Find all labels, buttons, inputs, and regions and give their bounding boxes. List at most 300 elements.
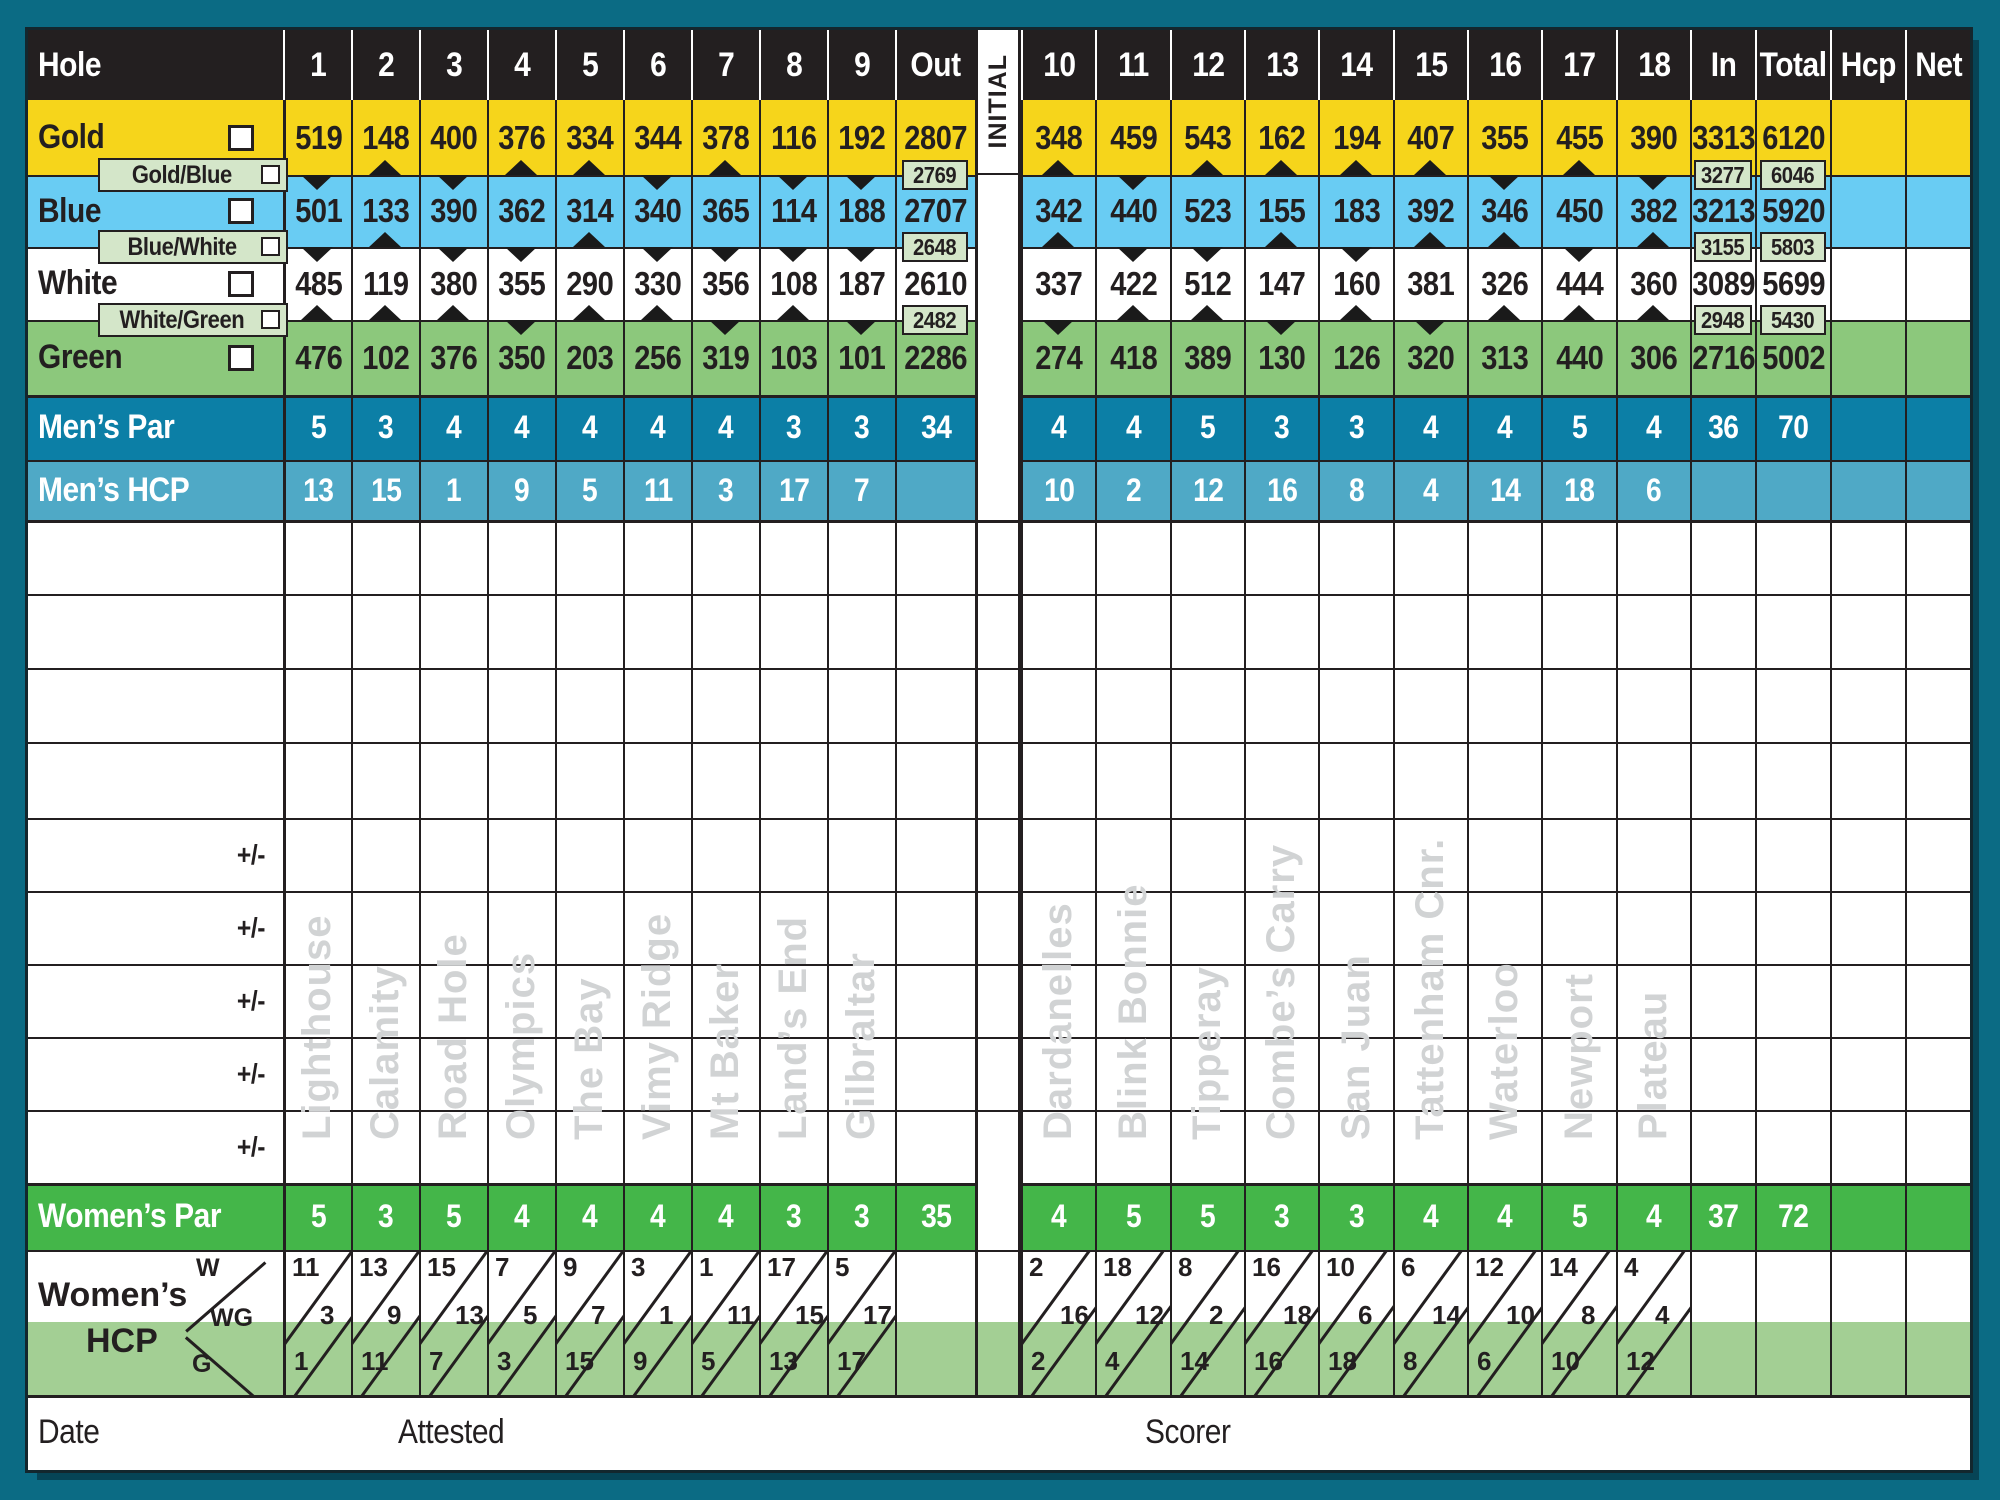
mens-par-hole-14-text: 3 [1348,409,1365,445]
tee-white-hcp-entry[interactable] [1830,247,1905,320]
score-row-3-h14-cell[interactable] [1318,668,1393,742]
combo-in-value: 3277 [1701,161,1745,188]
score-row-1-h4-cell[interactable] [487,520,555,594]
score-row-6-h14-cell[interactable] [1318,891,1393,964]
tee-checkbox-white[interactable] [228,271,254,297]
header-hole-16 [1467,30,1541,100]
score-row-3-h10-cell[interactable] [1021,668,1095,742]
mens-hcp-hole-1 [283,460,351,520]
tee-blue-out-yardage-text: 2707 [904,192,968,229]
score-row-2-in-cell[interactable] [1690,594,1755,668]
tee-marker-down-boundary2-hole8 [777,247,809,262]
score-row-2-h1-cell[interactable] [283,594,351,668]
score-row-1-h18-cell[interactable] [1616,520,1690,594]
mens-par-in [1690,395,1755,460]
footer-attested-entry[interactable] [548,1395,1128,1470]
mens-par-hole-3-text: 4 [446,409,462,445]
tee-white-hole-7-yardage-text: 356 [702,264,750,302]
tee-checkbox-gold[interactable] [228,125,254,151]
score-row-1-h16-cell[interactable] [1467,520,1541,594]
score-row-1-h15-cell[interactable] [1393,520,1467,594]
mens-par-hole-10 [1021,395,1095,460]
score-row-4-h12-cell[interactable] [1170,742,1244,818]
initial-column-cell-mpar[interactable] [975,395,1021,460]
tee-blue-hole-4-yardage [487,175,555,247]
womens-hcp-hole-16-W: 12 [1475,1252,1504,1282]
womens-par-hole-13-text: 3 [1274,1198,1290,1234]
mens-par-hole-9-text: 3 [854,409,870,445]
tee-marker-down-boundary3-hole13 [1265,320,1297,335]
womens-par-hole-2-text: 3 [378,1198,394,1234]
score-row-6-out-cell[interactable] [895,891,975,964]
womens-par-total [1755,1183,1830,1250]
womens-par-hole-16 [1467,1183,1541,1250]
mens-par-label-text: Men’s Par [38,408,175,446]
header-hole-4-text: 4 [513,45,531,84]
tee-gold-hole-15-yardage-text: 407 [1407,118,1455,156]
tee-marker-down-boundary1-hole9 [845,175,877,190]
score-row-4-hcp-cell[interactable] [1830,742,1905,818]
score-row-2-h14-cell[interactable] [1318,594,1393,668]
score-row-4-h7-cell[interactable] [691,742,759,818]
score-row-2-h15-cell[interactable] [1393,594,1467,668]
score-row-8-hcp-cell[interactable] [1830,1037,1905,1110]
score-row-1-out-cell[interactable] [895,520,975,594]
score-row-6-h5-cell[interactable] [555,891,623,964]
combo-in-value-box-2 [1694,232,1752,262]
tee-marker-down-boundary2-hole17 [1563,247,1595,262]
womens-hcp-hole-15-G: 8 [1403,1346,1418,1376]
score-row-1-h11-cell[interactable] [1095,520,1170,594]
tee-green-hcp-entry[interactable] [1830,320,1905,395]
mens-par-hole-7 [691,395,759,460]
tee-marker-up-boundary1-hole13 [1265,160,1297,175]
score-row-2-h2-cell[interactable] [351,594,419,668]
score-row-4-h16-cell[interactable] [1467,742,1541,818]
score-row-3-hcp-cell[interactable] [1830,668,1905,742]
score-row-4-h17-cell[interactable] [1541,742,1616,818]
score-row-4-total-cell[interactable] [1755,742,1830,818]
score-row-4-h15-cell[interactable] [1393,742,1467,818]
initial-column-cell-green[interactable] [975,320,1021,395]
tee-white-hole-2-yardage-text: 119 [363,264,409,302]
tee-gold-net-entry[interactable] [1905,100,1970,175]
score-row-2-h11-cell[interactable] [1095,594,1170,668]
combo-tee-checkbox-3[interactable] [261,310,280,329]
womens-hcp-hole-14-WG: 6 [1358,1300,1373,1330]
score-row-1-h12-cell[interactable] [1170,520,1244,594]
score-row-2-h16-cell[interactable] [1467,594,1541,668]
tee-marker-down-boundary2-hole1 [301,247,333,262]
combo-tee-checkbox-1[interactable] [261,165,280,184]
hole-name-9: Gilbraltar [839,952,883,1140]
score-row-5-h8-cell[interactable] [759,818,827,891]
womens-par-hole-5-text: 4 [582,1198,598,1234]
mens-hcp-hole-8-text: 17 [778,471,810,508]
tee-green-hole-12-yardage-text: 389 [1184,338,1232,376]
mens-par-hole-12 [1170,395,1244,460]
tee-marker-up-boundary1-hole17 [1563,160,1595,175]
score-row-6-h16-cell[interactable] [1467,891,1541,964]
score-row-1-initial-cell[interactable] [975,520,1021,594]
tee-marker-up-boundary3-hole5 [573,305,605,320]
score-row-2-h7-cell[interactable] [691,594,759,668]
score-row-3-h11-cell[interactable] [1095,668,1170,742]
mens-hcp-hole-6-text: 11 [643,471,673,508]
score-row-5-h11-cell[interactable] [1095,818,1170,891]
womens-par-hole-17-text: 5 [1571,1198,1588,1234]
initial-column-cell-blue[interactable] [975,175,1021,247]
score-row-1-h6-cell[interactable] [623,520,691,594]
header-hole-10 [1021,30,1095,100]
score-row-2-h17-cell[interactable] [1541,594,1616,668]
womens-hcp-hole-6-WG: 1 [659,1300,674,1330]
tee-green-hole-18-yardage-text: 306 [1630,338,1678,376]
womens-hcp-hole-15-WG: 14 [1432,1300,1461,1330]
score-row-4-h3-cell[interactable] [419,742,487,818]
score-row-6-h2-cell[interactable] [351,891,419,964]
initial-column-cell-mhcp[interactable] [975,460,1021,520]
score-row-5-h3-cell[interactable] [419,818,487,891]
score-row-8-in-cell[interactable] [1690,1037,1755,1110]
tee-gold-hole-11-yardage-text: 459 [1109,118,1158,156]
tee-blue-hcp-entry[interactable] [1830,175,1905,247]
score-row-3-initial-cell[interactable] [975,668,1021,742]
header-net-label-text: Net [1915,45,1962,84]
tee-checkbox-blue[interactable] [228,198,254,224]
score-row-1-h10-cell[interactable] [1021,520,1095,594]
score-row-4-net-cell[interactable] [1905,742,1970,818]
score-row-5-h9-cell[interactable] [827,818,895,891]
score-row-5-h5-cell[interactable] [555,818,623,891]
header-hole-12 [1170,30,1244,100]
score-row-2-h18-cell[interactable] [1616,594,1690,668]
score-row-3-h1-cell[interactable] [283,668,351,742]
score-row-5-h12-cell[interactable] [1170,818,1244,891]
score-row-2-h4-cell[interactable] [487,594,555,668]
womens-hcp-label-line1: Women’s [38,1276,188,1314]
womens-par-out [895,1183,975,1250]
score-row-5-h10-cell[interactable] [1021,818,1095,891]
hole-name-8: Land’s End [771,915,815,1140]
score-row-3-in-cell[interactable] [1690,668,1755,742]
tee-marker-down-boundary3-hole4 [505,320,537,335]
score-row-3-h9-cell[interactable] [827,668,895,742]
score-row-3-h5-cell[interactable] [555,668,623,742]
score-row-8-net-cell[interactable] [1905,1037,1970,1110]
score-row-6-initial-cell[interactable] [975,891,1021,964]
tee-marker-down-boundary2-hole6 [641,247,673,262]
score-row-3-h17-cell[interactable] [1541,668,1616,742]
score-row-9-net-cell[interactable] [1905,1110,1970,1183]
score-row-9-out-cell[interactable] [895,1110,975,1183]
mens-par-hole-16-text: 4 [1497,409,1513,445]
tee-marker-up-boundary1-hole2 [369,160,401,175]
score-row-9-total-cell[interactable] [1755,1110,1830,1183]
score-row-4-h10-cell[interactable] [1021,742,1095,818]
score-row-2-initial-cell[interactable] [975,594,1021,668]
footer-date-entry[interactable] [118,1395,388,1470]
mens-hcp-out-cell [895,460,975,520]
tee-white-net-entry[interactable] [1905,247,1970,320]
mens-par-hole-5 [555,395,623,460]
mens-par-hole-3 [419,395,487,460]
womens-hcp-hole-14-cell [1318,1250,1393,1395]
score-row-5-total-cell[interactable] [1755,818,1830,891]
tee-gold-hole-18-yardage-text: 390 [1630,118,1678,156]
score-row-4-label [28,742,283,818]
header-hole-15-text: 15 [1414,45,1448,84]
score-row-5-h7-cell[interactable] [691,818,759,891]
score-row-8-total-cell[interactable] [1755,1037,1830,1110]
score-row-3-h4-cell[interactable] [487,668,555,742]
score-row-6-h17-cell[interactable] [1541,891,1616,964]
mens-hcp-hole-1-text: 13 [303,471,334,508]
tee-checkbox-green[interactable] [228,345,254,371]
tee-gold-hole-12-yardage-text: 543 [1184,118,1232,156]
score-row-1-h2-cell[interactable] [351,520,419,594]
score-row-4-h9-cell[interactable] [827,742,895,818]
initial-column-cell-wpar[interactable] [975,1183,1021,1250]
tee-gold-hcp-entry[interactable] [1830,100,1905,175]
tee-gold-hole-16-yardage [1467,100,1541,175]
womens-hcp-hole-8-G: 13 [769,1346,798,1376]
score-row-6-total-cell[interactable] [1755,891,1830,964]
score-row-1-hcp-cell[interactable] [1830,520,1905,594]
score-row-2-h12-cell[interactable] [1170,594,1244,668]
header-hole-18 [1616,30,1690,100]
tee-blue-hole-16-yardage-text: 346 [1481,192,1529,229]
score-row-7-out-cell[interactable] [895,964,975,1037]
score-row-7-net-cell[interactable] [1905,964,1970,1037]
score-row-9-hcp-cell[interactable] [1830,1110,1905,1183]
womens-par-in-text: 37 [1708,1198,1739,1234]
score-row-7-hcp-cell[interactable] [1830,964,1905,1037]
score-row-3-h18-cell[interactable] [1616,668,1690,742]
tee-blue-hole-2-yardage-text: 133 [362,192,410,229]
score-row-2-h6-cell[interactable] [623,594,691,668]
womens-hcp-hole-18-G: 12 [1626,1346,1655,1376]
tee-white-hole-14-yardage-text: 160 [1332,264,1381,302]
score-row-1-in-cell[interactable] [1690,520,1755,594]
score-row-5-h6-cell[interactable] [623,818,691,891]
score-row-6-h12-cell[interactable] [1170,891,1244,964]
header-hole-18-text: 18 [1637,45,1671,84]
mens-par-hole-15 [1393,395,1467,460]
footer-scorer-entry[interactable] [1268,1395,1948,1470]
score-row-4-h5-cell[interactable] [555,742,623,818]
score-row-7-total-cell[interactable] [1755,964,1830,1037]
tee-marker-down-boundary1-hole18 [1637,175,1669,190]
hcp-divider-line [283,1275,351,1395]
score-row-1-h3-cell[interactable] [419,520,487,594]
score-row-5-net-cell[interactable] [1905,818,1970,891]
womens-hcp-hole-10-WG: 16 [1060,1300,1089,1330]
score-row-6-h7-cell[interactable] [691,891,759,964]
womens-hcp-hole-9-cell [827,1250,895,1395]
score-row-5-h18-cell[interactable] [1616,818,1690,891]
score-row-6-net-cell[interactable] [1905,891,1970,964]
score-row-1-total-cell[interactable] [1755,520,1830,594]
score-row-2-h13-cell[interactable] [1244,594,1318,668]
combo-total-value: 5430 [1771,306,1815,333]
tee-marker-up-boundary1-hole12 [1191,160,1223,175]
score-row-5-initial-cell[interactable] [975,818,1021,891]
score-row-9-label-text: +/- [236,1130,266,1162]
score-row-4-h2-cell[interactable] [351,742,419,818]
womens-par-hole-3-text: 5 [446,1198,462,1234]
tee-blue-in-yardage-text: 3213 [1692,192,1755,229]
tee-marker-up-boundary2-hole16 [1488,232,1520,247]
score-row-4-h1-cell[interactable] [283,742,351,818]
score-row-9-in-cell[interactable] [1690,1110,1755,1183]
womens-hcp-hole-13-cell [1244,1250,1318,1395]
mens-par-hole-4-text: 4 [514,409,530,445]
tee-marker-down-boundary1-hole6 [641,175,673,190]
score-row-5-h14-cell[interactable] [1318,818,1393,891]
score-row-1-h7-cell[interactable] [691,520,759,594]
score-row-5-h2-cell[interactable] [351,818,419,891]
tee-green-hole-3-yardage [419,320,487,395]
womens-par-hcp-cell [1830,1183,1905,1250]
score-row-3-h15-cell[interactable] [1393,668,1467,742]
womens-par-hole-15-text: 4 [1423,1198,1439,1234]
score-row-3-h2-cell[interactable] [351,668,419,742]
score-row-5-h1-cell[interactable] [283,818,351,891]
score-row-2-out-cell[interactable] [895,594,975,668]
womens-hcp-key-W: W [196,1254,220,1282]
tee-green-net-entry[interactable] [1905,320,1970,395]
mens-par-hole-8 [759,395,827,460]
score-row-2-h3-cell[interactable] [419,594,487,668]
womens-hcp-key-G: G [192,1350,212,1378]
score-row-5-h4-cell[interactable] [487,818,555,891]
score-row-3-h6-cell[interactable] [623,668,691,742]
score-row-3-h8-cell[interactable] [759,668,827,742]
tee-blue-net-entry[interactable] [1905,175,1970,247]
score-row-3-h7-cell[interactable] [691,668,759,742]
score-row-1-label [28,520,283,594]
score-row-3-net-cell[interactable] [1905,668,1970,742]
mens-par-hole-15-text: 4 [1423,409,1439,445]
score-row-3-total-cell[interactable] [1755,668,1830,742]
womens-hcp-hole-11-W: 18 [1103,1252,1132,1282]
score-row-9-initial-cell[interactable] [975,1110,1021,1183]
score-row-5-out-cell[interactable] [895,818,975,891]
score-row-2-total-cell[interactable] [1755,594,1830,668]
score-row-2-h10-cell[interactable] [1021,594,1095,668]
score-row-4-h18-cell[interactable] [1616,742,1690,818]
mens-hcp-hole-15-text: 4 [1423,471,1439,508]
tee-marker-down-boundary1-hole11 [1117,175,1149,190]
womens-par-label-text: Women’s Par [38,1197,222,1235]
score-row-4-h13-cell[interactable] [1244,742,1318,818]
score-row-3-h12-cell[interactable] [1170,668,1244,742]
score-row-2-hcp-cell[interactable] [1830,594,1905,668]
score-row-1-h13-cell[interactable] [1244,520,1318,594]
score-row-1-h17-cell[interactable] [1541,520,1616,594]
score-row-1-h1-cell[interactable] [283,520,351,594]
mens-par-total [1755,395,1830,460]
score-row-6-hcp-cell[interactable] [1830,891,1905,964]
header-hole-13 [1244,30,1318,100]
score-row-3-h16-cell[interactable] [1467,668,1541,742]
score-row-4-out-cell[interactable] [895,742,975,818]
mens-hcp-hole-10-text: 10 [1043,471,1075,508]
score-row-5-h16-cell[interactable] [1467,818,1541,891]
initial-column-cell-white[interactable] [975,247,1021,320]
score-row-4-in-cell[interactable] [1690,742,1755,818]
score-row-3-h3-cell[interactable] [419,668,487,742]
mens-par-hole-1-text: 5 [310,409,327,445]
tee-gold-hole-17-yardage-text: 455 [1555,118,1604,156]
score-row-8-initial-cell[interactable] [975,1037,1021,1110]
score-row-3-h13-cell[interactable] [1244,668,1318,742]
score-row-7-in-cell[interactable] [1690,964,1755,1037]
score-row-4-h11-cell[interactable] [1095,742,1170,818]
score-row-7-initial-cell[interactable] [975,964,1021,1037]
tee-white-hole-12-yardage-text: 512 [1184,264,1232,302]
tee-marker-down-boundary3-hole7 [709,320,741,335]
score-row-4-h14-cell[interactable] [1318,742,1393,818]
womens-hcp-hole-7-cell [691,1250,759,1395]
mens-par-hole-2 [351,395,419,460]
score-row-5-h17-cell[interactable] [1541,818,1616,891]
score-row-1-h8-cell[interactable] [759,520,827,594]
tee-blue-hole-3-yardage-text: 390 [430,192,478,229]
tee-gold-hole-13-yardage-text: 162 [1258,118,1306,156]
score-row-4-h8-cell[interactable] [759,742,827,818]
score-row-2-h8-cell[interactable] [759,594,827,668]
score-row-1-net-cell[interactable] [1905,520,1970,594]
womens-hcp-hole-8-WG: 15 [795,1300,824,1330]
score-row-2-h5-cell[interactable] [555,594,623,668]
score-row-1-h14-cell[interactable] [1318,520,1393,594]
score-row-3-out-cell[interactable] [895,668,975,742]
tee-marker-down-boundary2-hole12 [1191,247,1223,262]
womens-hcp-hole-12-G: 14 [1180,1346,1209,1376]
score-row-8-out-cell[interactable] [895,1037,975,1110]
combo-tee-checkbox-2[interactable] [261,237,280,256]
score-row-6-label [28,891,283,964]
mens-hcp-hole-18-text: 6 [1646,471,1662,508]
score-row-6-in-cell[interactable] [1690,891,1755,964]
score-row-5-in-cell[interactable] [1690,818,1755,891]
score-row-1-h9-cell[interactable] [827,520,895,594]
combo-in-value-box-3 [1694,305,1752,335]
womens-hcp-hole-8-W: 17 [767,1252,796,1282]
mens-hcp-hole-16 [1467,460,1541,520]
score-row-5-hcp-cell[interactable] [1830,818,1905,891]
combo-in-value: 3155 [1701,233,1745,260]
header-total-label [1755,30,1830,100]
score-row-4-h6-cell[interactable] [623,742,691,818]
womens-par-hole-8 [759,1183,827,1250]
header-hole-2-text: 2 [377,45,395,84]
tee-marker-down-boundary1-hole3 [437,175,469,190]
score-row-6-h18-cell[interactable] [1616,891,1690,964]
hole-name-10: Dardanelles [1036,902,1080,1140]
score-row-2-h9-cell[interactable] [827,594,895,668]
score-row-4-initial-cell[interactable] [975,742,1021,818]
mens-hcp-hole-8 [759,460,827,520]
header-hole-6-text: 6 [649,45,667,84]
score-row-2-net-cell[interactable] [1905,594,1970,668]
score-row-4-h4-cell[interactable] [487,742,555,818]
tee-gold-hole-1-yardage [283,100,351,175]
score-row-1-h5-cell[interactable] [555,520,623,594]
mens-par-hole-16 [1467,395,1541,460]
